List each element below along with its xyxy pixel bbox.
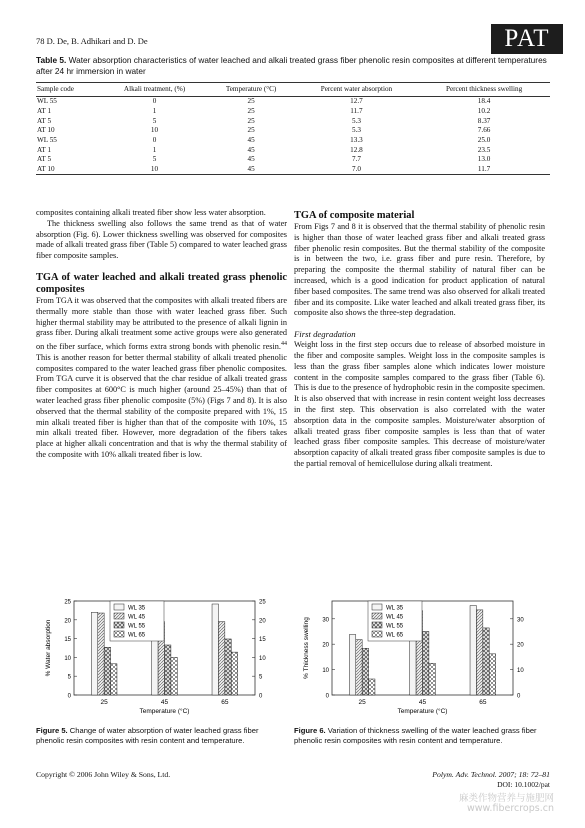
y2-tick-label: 0	[517, 693, 521, 700]
table-row	[36, 116, 550, 126]
table-cell: 13.3	[350, 135, 363, 144]
table-cell: 12.8	[350, 145, 363, 154]
y-tick-label: 5	[67, 674, 71, 681]
legend-label: WL 65	[386, 632, 404, 639]
table-cell: 25	[247, 126, 255, 135]
y2-tick-label: 30	[517, 617, 524, 624]
table-cell: 25	[247, 106, 255, 115]
bar	[429, 663, 435, 695]
figure-5-caption-label: Figure 5.	[36, 726, 68, 735]
figure-6-chart	[296, 591, 546, 721]
legend-swatch	[372, 613, 382, 619]
bar	[356, 640, 362, 695]
table-cell: 7.0	[295, 165, 418, 175]
legend-swatch	[372, 622, 382, 628]
table-cell: WL 55	[37, 97, 57, 106]
legend-swatch	[114, 631, 124, 637]
right-column	[294, 210, 545, 470]
table-row	[36, 165, 550, 175]
y-tick-label: 25	[64, 599, 71, 606]
legend-label: WL 55	[128, 623, 146, 630]
y-tick-label: 20	[322, 642, 329, 649]
journal-logo: PAT	[491, 24, 563, 54]
left-paragraph-1: composites containing alkali treated fiber show less water absorption.	[36, 208, 266, 217]
table-cell: AT 1	[37, 145, 52, 154]
watermark-chinese: 麻类作物营养与施肥网	[458, 793, 554, 804]
bar	[483, 628, 489, 695]
table-cell: AT 5	[37, 155, 52, 164]
y2-tick-label: 20	[517, 642, 524, 649]
bar	[470, 606, 476, 695]
x-tick-label: 25	[358, 699, 366, 706]
table-cell: 25	[247, 97, 255, 106]
table-cell: 5.3	[351, 116, 361, 125]
table-cell: 11.7	[350, 106, 363, 115]
table-row	[36, 126, 550, 136]
table-cell: 18.4	[477, 97, 491, 106]
table-cell: 11.7	[418, 165, 550, 175]
copyright: Copyright © 2006 John Wiley & Sons, Ltd.	[36, 770, 171, 779]
table-cell: 5.3	[351, 126, 361, 135]
figure-5-svg	[38, 591, 288, 721]
doi: DOI: 10.1002/pat	[497, 780, 550, 789]
bar	[212, 604, 218, 695]
table-cell: 23.5	[477, 145, 491, 154]
table-cell: 45	[247, 145, 255, 154]
table-cell: 25.0	[477, 135, 491, 144]
bar	[369, 679, 375, 695]
x-tick-label: 65	[479, 699, 487, 706]
legend-swatch	[372, 604, 382, 610]
table-header-alkali-treatment: Alkali treatment, (%)	[102, 83, 208, 97]
y2-tick-label: 15	[259, 637, 266, 644]
y2-tick-label: 20	[259, 618, 266, 625]
y-tick-label: 10	[322, 668, 329, 675]
table-cell: 12.7	[350, 97, 363, 106]
figure-6-svg	[296, 591, 546, 721]
table-cell: 45	[247, 135, 255, 144]
y-tick-label: 0	[67, 693, 71, 700]
y-axis-label: % Thickness swelling	[303, 617, 310, 679]
watermark	[459, 794, 554, 814]
x-tick-label: 45	[418, 699, 427, 706]
legend-swatch	[114, 613, 124, 619]
table-row	[36, 155, 550, 165]
water-absorption-table	[36, 82, 550, 175]
first-degradation-heading: First degradation	[294, 329, 356, 340]
y-tick-label: 20	[64, 618, 71, 625]
right-paragraph-1: From Figs 7 and 8 it is observed that the thermal stability of phenolic resin is higher than those of water leached grass fiber and alkali treated grass fiber phenolic resin composites. But the thermal stability of the composite is in between the two, i.e. grass fiber and pure resin. Therefore, by preparing the composite the thermal stability of natural fiber can be increased, which is a good indication for product application of natural fiber based composites. The same trend was also observed for alkali treated fiber and its composite. Like water leached and alkali treated grass fiber, its composite also shows the three-step degradation.	[294, 222, 545, 318]
x-tick-label: 45	[160, 699, 169, 706]
table-header-water-absorption: Percent water absorption	[295, 83, 418, 97]
legend-swatch	[372, 631, 382, 637]
bar	[104, 647, 110, 695]
table-cell: 0	[152, 97, 157, 106]
table-cell: 13.0	[477, 155, 491, 164]
table-cell: 10	[102, 165, 208, 175]
figure-5-chart	[38, 591, 288, 721]
y-axis-label: % Water absorption	[45, 619, 52, 677]
legend-label: WL 45	[386, 614, 404, 621]
y2-tick-label: 10	[517, 668, 524, 675]
table-cell: 0	[152, 135, 157, 144]
y2-tick-label: 25	[259, 599, 266, 606]
table-cell: AT 1	[37, 106, 52, 115]
bar	[423, 631, 429, 695]
table-caption-text: Water absorption characteristics of water leached and alkali treated grass fiber phenolic resin composites at different temperatures after 24 hr immersion in water	[36, 55, 547, 76]
y-tick-label: 10	[64, 655, 71, 662]
table-cell: 10	[150, 126, 159, 135]
table-cell: 1	[152, 145, 157, 154]
table-header-sample-code: Sample code	[36, 83, 102, 97]
watermark-url: www.fibercrops.cn	[467, 803, 554, 814]
y-tick-label: 15	[64, 637, 71, 644]
bar	[165, 645, 171, 695]
table-cell: AT 10	[37, 126, 55, 135]
table-header-thickness-swelling: Percent thickness swelling	[418, 83, 550, 97]
legend-swatch	[114, 622, 124, 628]
table-header-temperature: Temperature (°C)	[207, 83, 294, 97]
y2-tick-label: 10	[259, 655, 266, 662]
table-row	[36, 107, 550, 117]
figure-5-caption-text: Change of water absorption of water leached grass fiber phenolic resin composites with resin content and temperature.	[36, 726, 259, 745]
tga-section-heading: TGA of water leached and alkali treated grass phenolic composites	[36, 271, 287, 295]
legend-label: WL 65	[128, 632, 146, 639]
y2-tick-label: 5	[259, 674, 263, 681]
y2-tick-label: 0	[259, 693, 263, 700]
page-author-header: 78 D. De, B. Adhikari and D. De	[36, 36, 148, 46]
table-cell: 7.66	[477, 126, 491, 135]
bar	[349, 635, 355, 695]
table-caption-label: Table 5.	[36, 55, 67, 65]
left-paragraph-3-text: From TGA it was observed that the composites with alkali treated fibers are thermally more stable than those with water leached grass fiber. Such higher thermal stability may be attributed to the presence of alkali lignin in grass fiber. During alkali treatment some active groups were also generated on the fiber surface, which forms extra strong bonds with phenolic resin.	[36, 295, 287, 351]
bar	[91, 612, 97, 695]
figure-6-caption	[294, 726, 544, 746]
table-cell: 25	[247, 116, 255, 125]
table-header-row	[36, 83, 550, 97]
table-cell: WL 55	[37, 135, 57, 144]
figure-6-caption-text: Variation of thickness swelling of the water leached grass fiber phenolic resin composites with resin content and temperature.	[294, 726, 537, 745]
table-row	[36, 97, 550, 107]
x-tick-label: 25	[100, 699, 108, 706]
table-cell: 8.37	[477, 116, 491, 125]
left-paragraph-3-continuation: This is another reason for better thermal stability of alkali treated phenolic composites compared to the water leached grass fiber phenolic composites. From TGA curve it is observed that the char residue of alkali treated grass fiber composites at 600°C is much higher (around 25–45%) than that of water leached grass fiber phenolic composite (5%) (Figs 7 and 8). It is also observed that the thermal stability of the composite prepared with 1%, 15 min alkali treated fiber is higher than that of the composite with 10%, 15 min alkali treated fiber. However, more degradation of the fibers takes place at higher alkali concentration and that is why the thermal stability of the composite with 10% alkali treated fiber is low.	[36, 352, 287, 459]
legend-label: WL 55	[386, 623, 404, 630]
table-cell: 5	[152, 155, 157, 164]
x-axis-label: Temperature (°C)	[139, 708, 190, 715]
table-cell: AT 10	[36, 165, 102, 175]
right-paragraph-2: Weight loss in the first step occurs due to release of absorbed moisture in the fiber and composite samples. Weight loss in the composite samples is less than the grass fiber samples alone which indicates lower moisture content in the composite samples compared to the grass fiber (Table 6). This is due to the presence of hydrophobic resin in the composite specimen. It is also observed that with increase in resin content weight loss decreases in the first step. This observation is also correlated with the water absorption data in the composite samples. Moisture/water absorption of alkali treated grass fiber composite samples is less than that of water leached grass fiber composite samples. This decrease of moisture/water absorption capacity of alkali treated grass fiber composite samples is due to the partial removal of hemicellulose during alkali treatment.	[294, 340, 545, 468]
bar	[171, 657, 177, 695]
table-row	[36, 145, 550, 155]
bar	[98, 613, 104, 695]
left-column	[36, 208, 287, 461]
table-cell: 5	[152, 116, 157, 125]
table-cell: 45	[207, 165, 294, 175]
table-row	[36, 136, 550, 146]
left-paragraph-2: The thickness swelling also follows the same trend as that of water absorption (Fig. 6). Lower thickness swelling was observed for composites made of alkali treated grass fiber (Table 5) compared to water leached grass fiber composite samples.	[36, 218, 287, 261]
bar	[218, 622, 224, 695]
bar	[489, 654, 495, 695]
table-cell: 7.7	[351, 155, 361, 164]
bar	[362, 648, 368, 695]
x-axis-label: Temperature (°C)	[397, 708, 448, 715]
legend-swatch	[114, 604, 124, 610]
bar	[225, 639, 231, 695]
bar	[231, 652, 237, 695]
left-paragraph-3	[36, 296, 287, 461]
bar	[476, 610, 482, 695]
legend-label: WL 35	[128, 605, 146, 612]
y-tick-label: 30	[322, 617, 329, 624]
bar	[111, 664, 117, 695]
legend-label: WL 45	[128, 614, 146, 621]
y-tick-label: 0	[325, 693, 329, 700]
table-cell: AT 5	[37, 116, 52, 125]
x-tick-label: 65	[221, 699, 229, 706]
reference-44: 44	[281, 341, 287, 348]
table-cell: 45	[247, 155, 255, 164]
table-cell: 1	[152, 106, 157, 115]
tga-composite-heading: TGA of composite material	[294, 210, 415, 221]
table-cell: 10.2	[477, 106, 491, 115]
table-caption	[36, 55, 556, 77]
figure-5-caption	[36, 726, 286, 746]
citation: Polym. Adv. Technol. 2007; 18: 72–81	[432, 770, 550, 779]
legend-label: WL 35	[386, 605, 404, 612]
figure-6-caption-label: Figure 6.	[294, 726, 326, 735]
